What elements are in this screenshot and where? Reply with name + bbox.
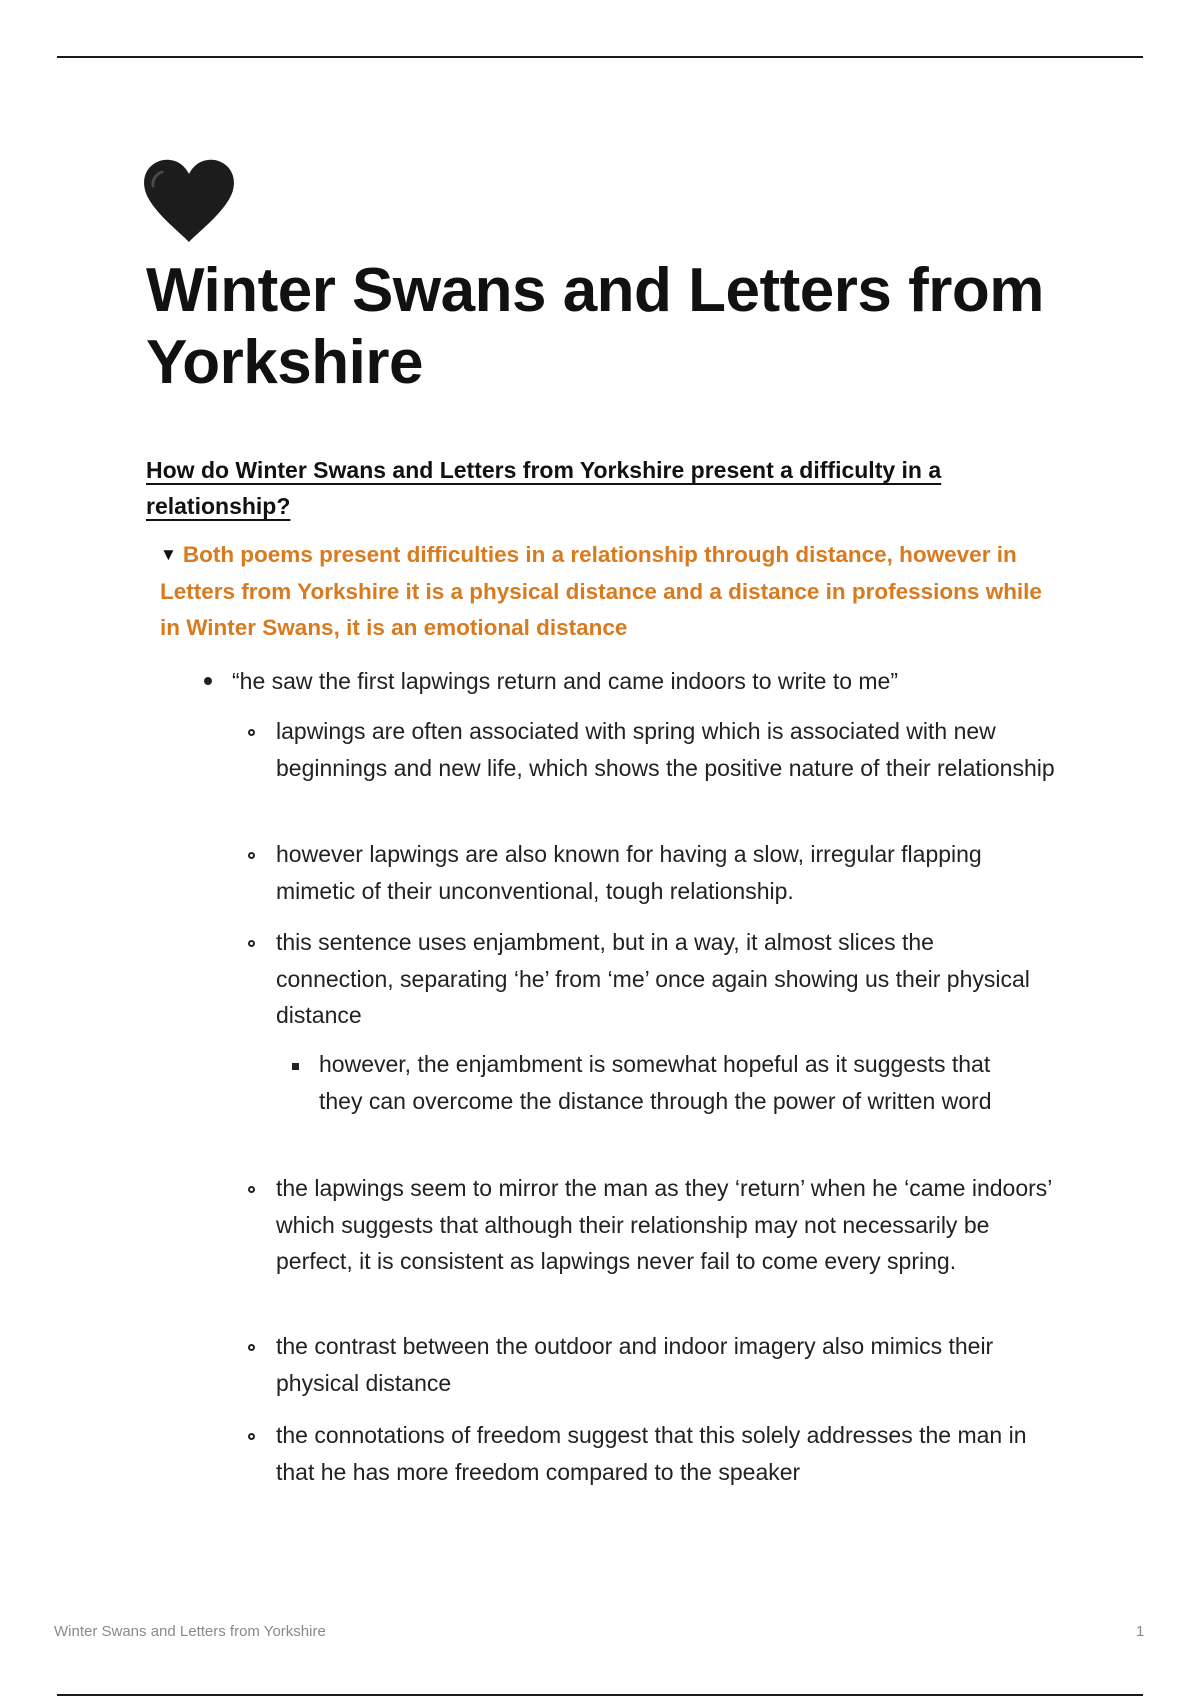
list-item-point: lapwings are often associated with spring which is associated with new beginnings and new life, which shows the positive nature of their relationship bbox=[276, 718, 1055, 781]
bullet-circle-icon bbox=[248, 1433, 255, 1440]
footer-page-number: 1 bbox=[1136, 1623, 1145, 1640]
top-rule bbox=[57, 56, 1143, 58]
bullet-circle-icon bbox=[248, 1344, 255, 1351]
bullet-square-icon bbox=[292, 1063, 299, 1070]
list-item-subpoint: however, the enjambment is somewhat hopeful as it suggests that they can overcome the distance through the power of written word bbox=[319, 1051, 992, 1114]
list-item-point: however lapwings are also known for having a slow, irregular flapping mimetic of their unconventional, tough relationship. bbox=[276, 841, 982, 904]
list-item-point: the lapwings seem to mirror the man as they ‘return’ when he ‘came indoors’ which suggests that although their relationship may not necessarily be perfect, it is consistent as lapwings never fail to come every spring. bbox=[276, 1175, 1052, 1274]
bullet-circle-icon bbox=[248, 729, 255, 736]
page-title: Winter Swans and Letters from Yorkshire bbox=[146, 256, 1044, 397]
question-text: How do Winter Swans and Letters from Yorkshire present a difficulty in a relationship? bbox=[146, 457, 942, 519]
toggle-triangle-icon[interactable]: ▼ bbox=[160, 545, 177, 564]
list-item-point: the connotations of freedom suggest that this solely addresses the man in that he has more freedom compared to the speaker bbox=[276, 1422, 1027, 1485]
toggle-text: Both poems present difficulties in a relationship through distance, however in Letters from Yorkshire it is a physical distance and a distance in professions while in Winter Swans, it is an emotional distance bbox=[160, 542, 1042, 640]
bullet-disc-icon bbox=[204, 677, 212, 685]
list-item-point: this sentence uses enjambment, but in a way, it almost slices the connection, separating ‘he’ from ‘me’ once again showing us their physical distance bbox=[276, 929, 1030, 1028]
bullet-circle-icon bbox=[248, 1186, 255, 1193]
bullet-circle-icon bbox=[248, 940, 255, 947]
footer-title: Winter Swans and Letters from Yorkshire bbox=[54, 1623, 326, 1640]
list-item-quote: “he saw the first lapwings return and came indoors to write to me” bbox=[232, 668, 899, 694]
bullet-circle-icon bbox=[248, 852, 255, 859]
list-item-point: the contrast between the outdoor and indoor imagery also mimics their physical distance bbox=[276, 1333, 994, 1396]
bottom-rule bbox=[57, 1694, 1143, 1696]
toggle-block[interactable] bbox=[160, 537, 1060, 647]
question-heading bbox=[146, 452, 1046, 524]
black-heart-icon bbox=[142, 158, 236, 244]
